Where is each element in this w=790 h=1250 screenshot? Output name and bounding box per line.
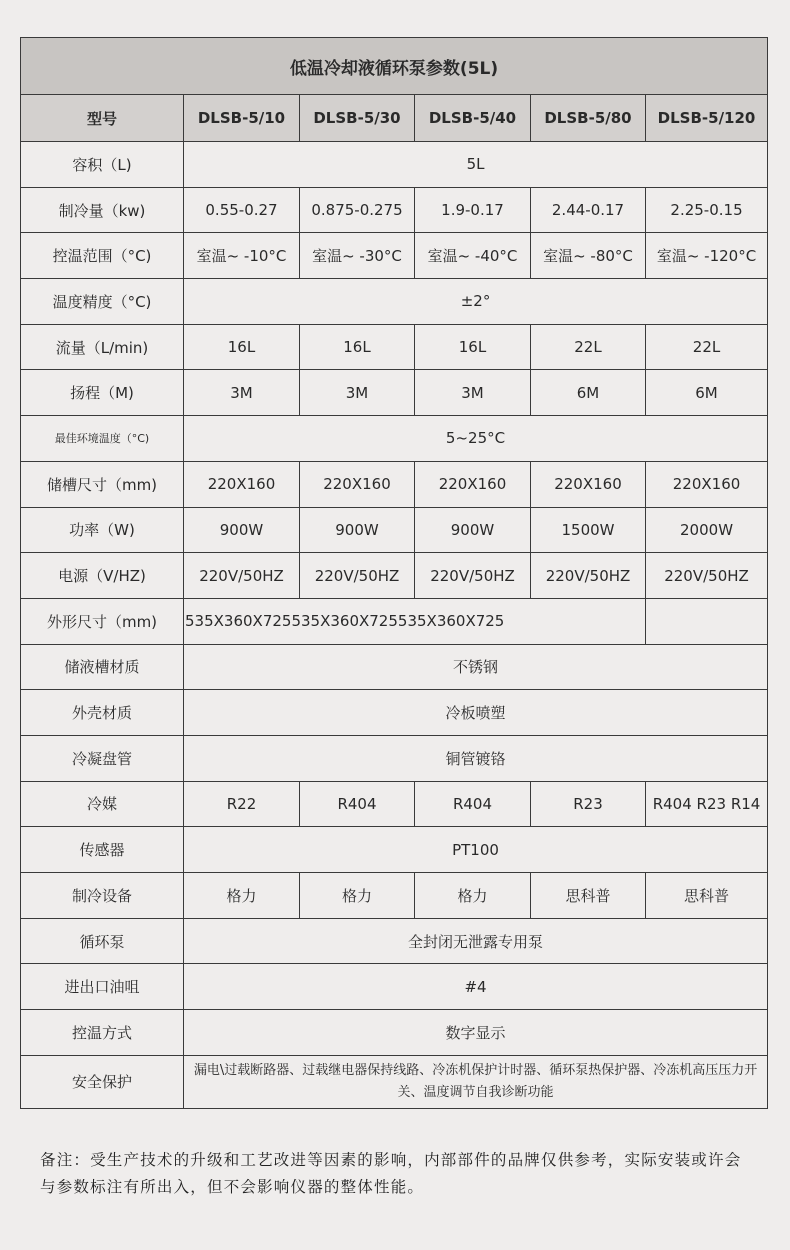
title-row <box>21 38 768 95</box>
row-cell: 2.44-0.17 <box>531 187 646 233</box>
row-cell: 室温~ -30°C <box>300 233 415 279</box>
row-cell: 6M <box>531 370 646 416</box>
refrigerant-row <box>21 781 768 827</box>
safety-row <box>21 1055 768 1108</box>
row-cell <box>184 598 646 644</box>
row-label: 容积（L) <box>21 142 184 188</box>
row-label: 储槽尺寸（mm) <box>21 461 184 507</box>
row-cell: 220X160 <box>531 461 646 507</box>
row-cell: 900W <box>415 507 531 553</box>
tank-size-row <box>21 461 768 507</box>
row-cell: 220X160 <box>184 461 300 507</box>
inlet-row <box>21 964 768 1010</box>
model-row <box>21 95 768 142</box>
row-label: 温度精度（°C) <box>21 279 184 325</box>
tank-material-row <box>21 644 768 690</box>
row-cell: 900W <box>184 507 300 553</box>
row-value: ±2° <box>184 279 768 325</box>
row-value: 不锈钢 <box>184 644 768 690</box>
row-cell-empty <box>646 598 768 644</box>
model-label: 型号 <box>21 95 184 142</box>
row-label: 外壳材质 <box>21 690 184 736</box>
row-value: 冷板喷塑 <box>184 690 768 736</box>
row-label: 制冷量（kw) <box>21 187 184 233</box>
supply-row <box>21 553 768 599</box>
row-label: 最佳环境温度（°C) <box>21 416 184 462</box>
row-cell: R23 <box>531 781 646 827</box>
sensor-row <box>21 827 768 873</box>
row-label: 传感器 <box>21 827 184 873</box>
row-cell: 220V/50HZ <box>531 553 646 599</box>
row-cell: 室温~ -10°C <box>184 233 300 279</box>
row-label: 制冷设备 <box>21 873 184 919</box>
row-cell: 900W <box>300 507 415 553</box>
footnote: 备注：受生产技术的升级和工艺改进等因素的影响，内部部件的品牌仅供参考，实际安装或许会与参数标注有所出入，但不会影响仪器的整体性能。 <box>40 1151 742 1196</box>
row-cell: 220X160 <box>300 461 415 507</box>
row-cell: 室温~ -40°C <box>415 233 531 279</box>
model-cell: DLSB-5/30 <box>300 95 415 142</box>
dimensions-row <box>21 598 768 644</box>
model-cell: DLSB-5/80 <box>531 95 646 142</box>
row-value: 漏电\过载断路器、过载继电器保持线路、冷冻机保护计时器、循环泵热保护器、冷冻机高压压力开关、温度调节自我诊断功能 <box>184 1055 768 1108</box>
row-value: 铜管镀铬 <box>184 735 768 781</box>
row-label: 冷媒 <box>21 781 184 827</box>
row-label: 流量（L/min) <box>21 324 184 370</box>
row-cell: 室温~ -120°C <box>646 233 768 279</box>
row-cell: 220V/50HZ <box>300 553 415 599</box>
table-title: 低温冷却液循环泵参数(5L) <box>21 38 768 95</box>
flow-row <box>21 324 768 370</box>
row-cell: R404 <box>415 781 531 827</box>
row-cell: 1.9-0.17 <box>415 187 531 233</box>
row-cell: 室温~ -80°C <box>531 233 646 279</box>
row-cell: 220V/50HZ <box>184 553 300 599</box>
dimension-value: 535X360X725 <box>397 612 505 631</box>
row-cell: 220X160 <box>415 461 531 507</box>
dimension-value: 535X360X725 <box>185 612 292 631</box>
volume-row <box>21 142 768 188</box>
control-row <box>21 1010 768 1056</box>
row-label: 储液槽材质 <box>21 644 184 690</box>
row-cell: 220X160 <box>646 461 768 507</box>
row-label: 冷凝盘管 <box>21 735 184 781</box>
row-label: 扬程（M) <box>21 370 184 416</box>
row-cell: 16L <box>300 324 415 370</box>
row-value: 全封闭无泄露专用泵 <box>184 918 768 964</box>
row-label: 外形尺寸（mm) <box>21 598 184 644</box>
row-label: 安全保护 <box>21 1055 184 1108</box>
cooling-row <box>21 187 768 233</box>
row-cell: 22L <box>531 324 646 370</box>
lift-row <box>21 370 768 416</box>
row-cell: 22L <box>646 324 768 370</box>
spec-table <box>20 37 768 1109</box>
row-cell: 3M <box>184 370 300 416</box>
row-cell: 3M <box>300 370 415 416</box>
dimension-value: 535X360X725 <box>291 612 398 631</box>
row-cell: 16L <box>184 324 300 370</box>
row-label: 功率（W) <box>21 507 184 553</box>
model-cell: DLSB-5/120 <box>646 95 768 142</box>
temp-range-row <box>21 233 768 279</box>
row-value: 数字显示 <box>184 1010 768 1056</box>
row-label: 进出口油咀 <box>21 964 184 1010</box>
row-value: PT100 <box>184 827 768 873</box>
row-cell: 1500W <box>531 507 646 553</box>
coil-row <box>21 735 768 781</box>
row-cell: 0.875-0.275 <box>300 187 415 233</box>
row-cell: 格力 <box>300 873 415 919</box>
row-cell: 思科普 <box>531 873 646 919</box>
row-cell: R404 R23 R14 <box>646 781 768 827</box>
row-cell: 220V/50HZ <box>415 553 531 599</box>
row-cell: 思科普 <box>646 873 768 919</box>
row-cell: R404 <box>300 781 415 827</box>
row-cell: 格力 <box>184 873 300 919</box>
row-label: 电源（V/HZ) <box>21 553 184 599</box>
compressor-row <box>21 873 768 919</box>
row-value: 5~25°C <box>184 416 768 462</box>
ambient-row <box>21 416 768 462</box>
precision-row <box>21 279 768 325</box>
row-label: 控温方式 <box>21 1010 184 1056</box>
row-value: 5L <box>184 142 768 188</box>
row-cell: 2000W <box>646 507 768 553</box>
row-cell: 16L <box>415 324 531 370</box>
row-cell: 2.25-0.15 <box>646 187 768 233</box>
model-cell: DLSB-5/10 <box>184 95 300 142</box>
pump-row <box>21 918 768 964</box>
row-cell: 3M <box>415 370 531 416</box>
model-cell: DLSB-5/40 <box>415 95 531 142</box>
row-label: 控温范围（°C) <box>21 233 184 279</box>
row-cell: R22 <box>184 781 300 827</box>
row-value: #4 <box>184 964 768 1010</box>
shell-row <box>21 690 768 736</box>
row-cell: 220V/50HZ <box>646 553 768 599</box>
row-cell: 6M <box>646 370 768 416</box>
row-cell: 格力 <box>415 873 531 919</box>
row-cell: 0.55-0.27 <box>184 187 300 233</box>
power-row <box>21 507 768 553</box>
row-label: 循环泵 <box>21 918 184 964</box>
